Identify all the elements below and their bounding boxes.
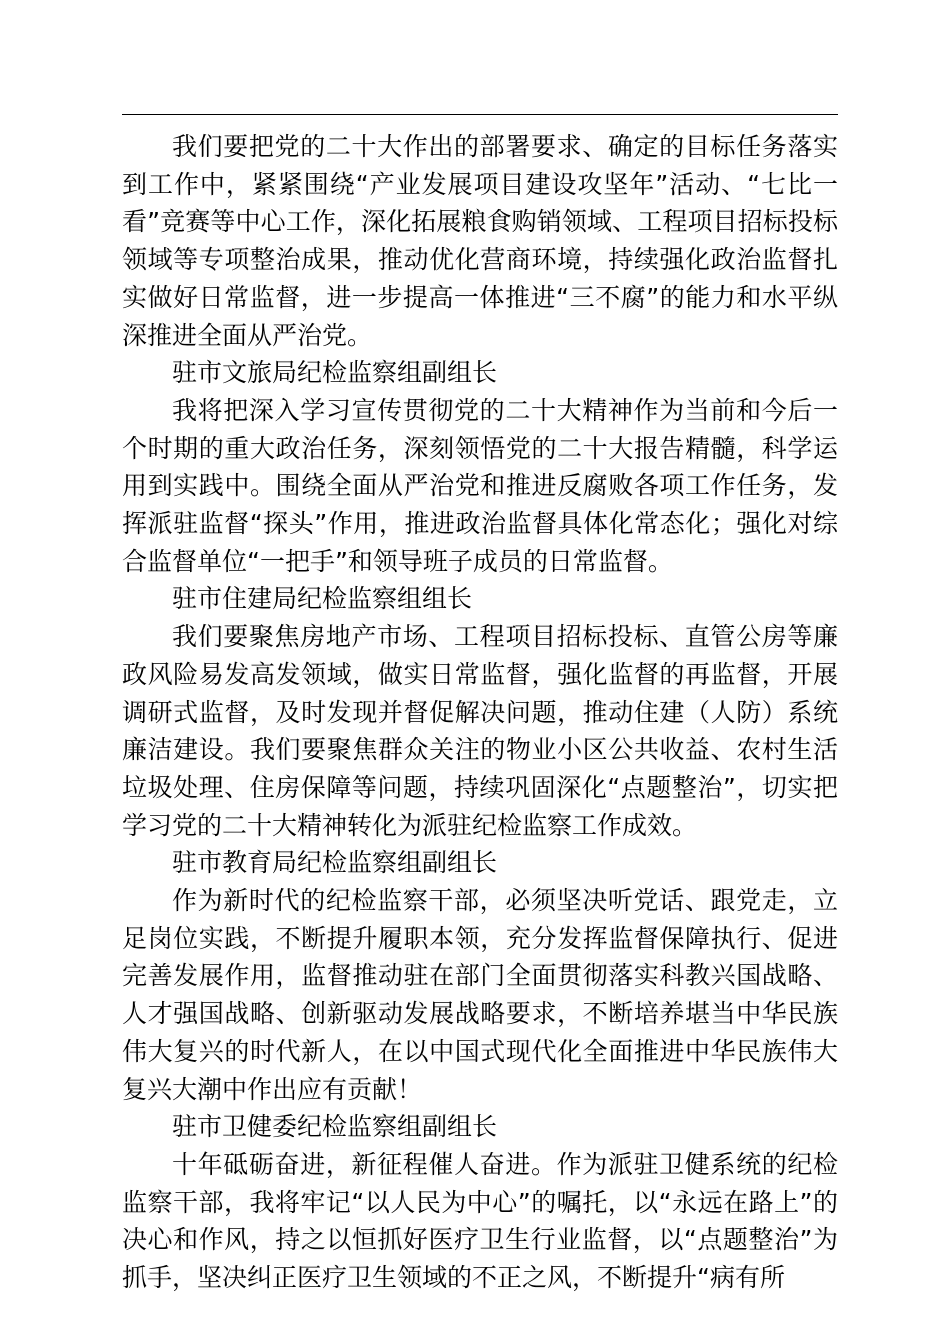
speaker-heading-zhujian: 驻市住建局纪检监察组组长 xyxy=(172,584,473,614)
paragraph-intro: 我们要把党的二十大作出的部署要求、确定的目标任务落实到工作中，紧紧围绕“产业发展项目建设攻坚年”活动、“七比一看”竞赛等中心工作，深化拓展粮食购销领域、工程项目招标投标领域等专项整治成果，推动优化营商环境，持续强化政治监督扎实做好日常监督，进一步提高一体推进“三不腐”的能力和水平纵深推进全面从严治党。 xyxy=(122,132,838,350)
paragraph-wenlv: 我将把深入学习宣传贯彻党的二十大精神作为当前和今后一个时期的重大政治任务，深刻领悟党的二十大报告精髓，科学运用到实践中。围绕全面从严治党和推进反腐败各项工作任务，发挥派驻监督“探头”作用，推进政治监督具体化常态化；强化对综合监督单位“一把手”和领导班子成员的日常监督。 xyxy=(122,395,838,576)
paragraph-weijian: 十年砥砺奋进，新征程催人奋进。作为派驻卫健系统的纪检监察干部，我将牢记“以人民为中心”的嘱托，以“永远在路上”的决心和作风，持之以恒抓好医疗卫生行业监督，以“点题整治”为抓手，坚决纠正医疗卫生领域的不正之风，不断提升“病有所 xyxy=(122,1149,838,1293)
speaker-heading-weijian: 驻市卫健委纪检监察组副组长 xyxy=(172,1112,498,1142)
speaker-heading-jiaoyu: 驻市教育局纪检监察组副组长 xyxy=(172,848,498,878)
header-rule xyxy=(122,114,838,115)
speaker-heading-wenlv: 驻市文旅局纪检监察组副组长 xyxy=(172,358,498,388)
paragraph-jiaoyu: 作为新时代的纪检监察干部，必须坚决听党话、跟党走，立足岗位实践，不断提升履职本领，充分发挥监督保障执行、促进完善发展作用，监督推动驻在部门全面贯彻落实科教兴国战略、人才强国战略、创新驱动发展战略要求，不断培养堪当中华民族伟大复兴的时代新人，在以中国式现代化全面推进中华民族伟大复兴大潮中作出应有贡献！ xyxy=(122,886,838,1104)
paragraph-zhujian: 我们要聚焦房地产市场、工程项目招标投标、直管公房等廉政风险易发高发领域，做实日常监督，强化监督的再监督，开展调研式监督，及时发现并督促解决问题，推动住建（人防）系统廉洁建设。我们要聚焦群众关注的物业小区公共收益、农村生活垃圾处理、住房保障等问题，持续巩固深化“点题整治”，切实把学习党的二十大精神转化为派驻纪检监察工作成效。 xyxy=(122,622,838,840)
document-body xyxy=(122,128,838,1297)
